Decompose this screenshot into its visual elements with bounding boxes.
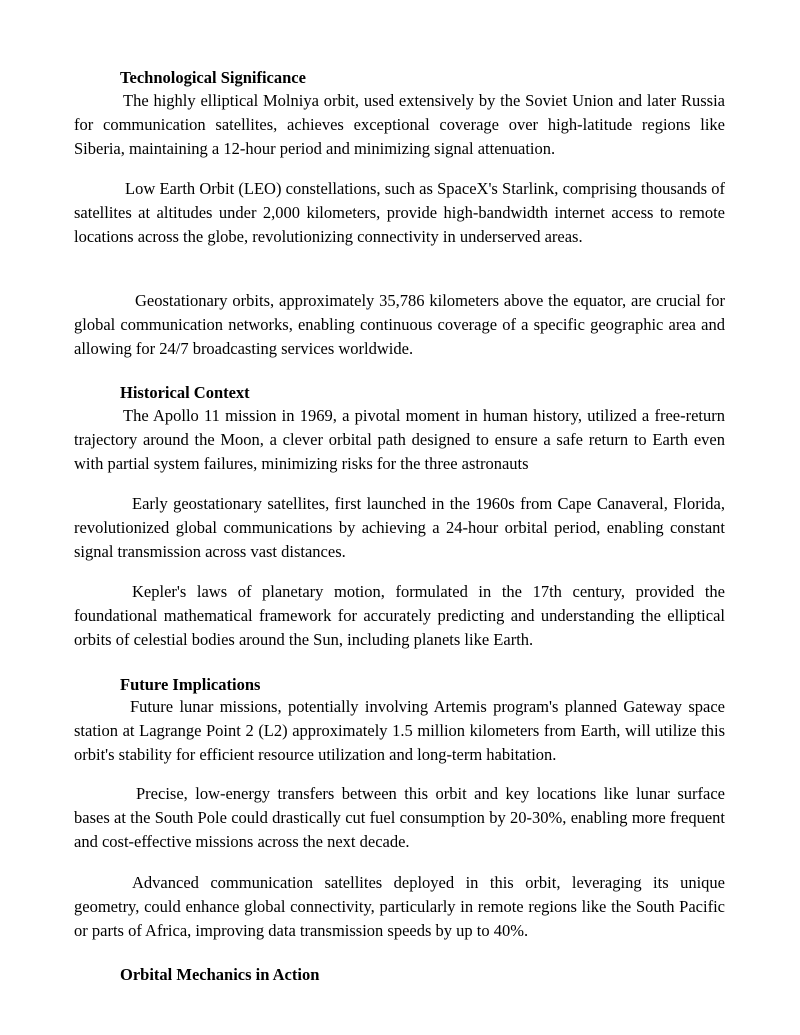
paragraph: Early geostationary satellites, first launched in the 1960s from Cape Canaveral, Florida, revolutionized global communications by achieving a 24-hour orbital period, enabling constant signal transmission across vast distances. (74, 494, 725, 561)
paragraph: Low Earth Orbit (LEO) constellations, such as SpaceX's Starlink, comprising thousands of satellites at altitudes under 2,000 kilometers, provide high-bandwidth internet access to remote locations across the globe, revolutionizing connectivity in underserved areas. (74, 179, 725, 246)
paragraph: Geostationary orbits, approximately 35,786 kilometers above the equator, are crucial for global communication networks, enabling continuous coverage of a specific geographic area and allowing for 24/7 broadcasting services worldwide. (74, 291, 725, 358)
section-heading-historical-context: Historical Context (120, 383, 250, 402)
section-body-historical-context-3 (74, 580, 725, 652)
paragraph: The highly elliptical Molniya orbit, used extensively by the Soviet Union and later Russia for communication satellites, achieves exceptional coverage over high-latitude regions like Siberia, maintaining a 12-hour period and minimizing signal attenuation. (74, 91, 725, 158)
paragraph: Advanced communication satellites deployed in this orbit, leveraging its unique geometry, could enhance global connectivity, particularly in remote regions like the South Pacific or parts of Africa, improving data transmission speeds by up to 40%. (74, 873, 725, 940)
section-body-future-implications-3 (74, 871, 725, 943)
section-body-technological-significance-3 (74, 289, 725, 361)
section-heading-technological-significance: Technological Significance (120, 68, 306, 87)
section-body-future-implications-2 (74, 782, 725, 854)
section-body-historical-context-2 (74, 492, 725, 564)
paragraph: The Apollo 11 mission in 1969, a pivotal moment in human history, utilized a free-return trajectory around the Moon, a clever orbital path designed to ensure a safe return to Earth even with partial system failures, minimizing risks for the three astronauts (74, 406, 725, 473)
section-body-technological-significance (74, 89, 725, 161)
section-body-future-implications (74, 695, 725, 767)
section-heading-future-implications: Future Implications (120, 675, 261, 694)
section-body-technological-significance-2 (74, 177, 725, 249)
section-heading-orbital-mechanics-in-action: Orbital Mechanics in Action (120, 965, 320, 984)
paragraph: Kepler's laws of planetary motion, formulated in the 17th century, provided the foundational mathematical framework for accurately predicting and understanding the elliptical orbits of celestial bodies around the Sun, including planets like Earth. (74, 582, 725, 649)
section-body-historical-context (74, 404, 725, 476)
paragraph: Precise, low-energy transfers between this orbit and key locations like lunar surface bases at the South Pole could drastically cut fuel consumption by 20-30%, enabling more frequent and cost-effective missions across the next decade. (74, 784, 725, 851)
paragraph: Future lunar missions, potentially involving Artemis program's planned Gateway space station at Lagrange Point 2 (L2) approximately 1.5 million kilometers from Earth, will utilize this orbit's stability for efficient resource utilization and long-term habitation. (74, 697, 725, 764)
